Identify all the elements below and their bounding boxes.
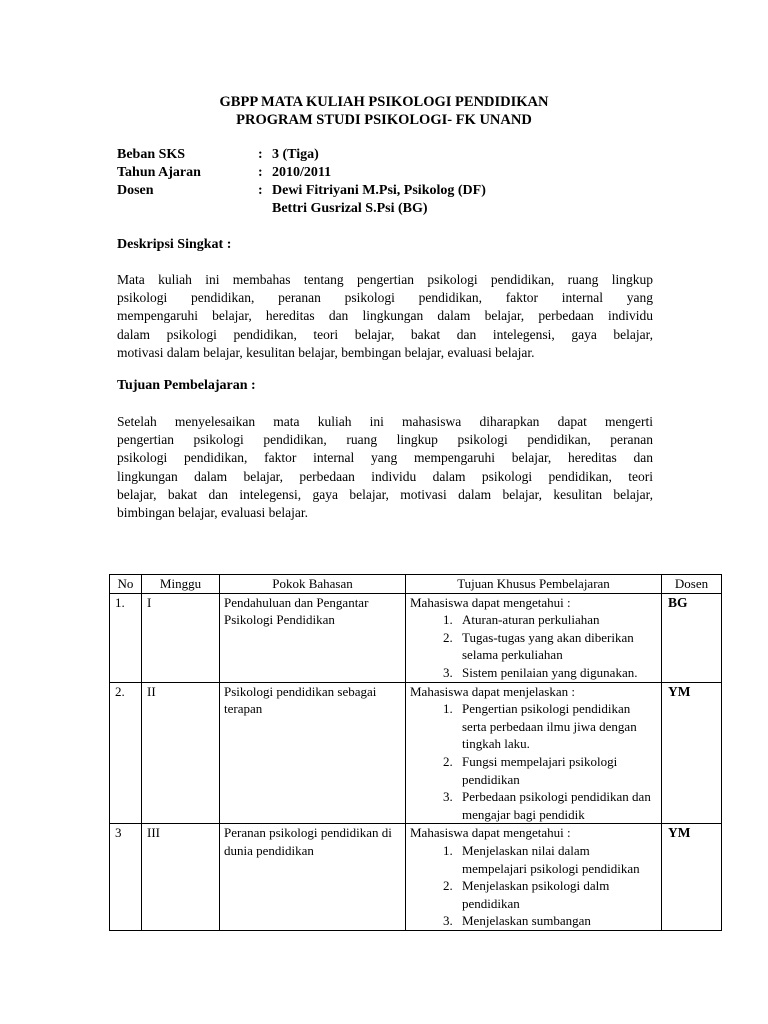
table-row	[110, 824, 722, 931]
list-item: 3. Menjelaskan sumbangan	[456, 912, 657, 930]
cell-pokok-bahasan: Pendahuluan dan Pengantar Psikologi Pendidikan	[220, 593, 406, 682]
cell-tujuan	[406, 824, 662, 931]
tujuan-intro: Mahasiswa dapat mengetahui :	[410, 594, 571, 610]
info-row-sks	[117, 147, 677, 165]
colon: :	[258, 165, 263, 180]
tahun-ajaran-value: 2010/2011	[272, 165, 332, 180]
paragraph-line: dalam psikologi pendidikan, teori belajar, bakat dan intelegensi, gaya belajar,	[117, 326, 653, 342]
paragraph-line: bimbingan belajar, evaluasi belajar.	[117, 504, 309, 520]
list-item: 2. Menjelaskan psikologi dalm pendidikan	[456, 877, 657, 912]
cell-pokok-bahasan: Peranan psikologi pendidikan di dunia pendidikan	[220, 824, 406, 931]
sks-label: Beban SKS	[117, 147, 186, 162]
tahun-ajaran-label: Tahun Ajaran	[117, 165, 201, 180]
colon: :	[258, 183, 263, 198]
table-row	[110, 682, 722, 824]
list-item: 1. Pengertian psikologi pendidikan serta perbedaan ilmu jiwa dengan tingkah laku.	[456, 700, 657, 753]
list-item: 1. Menjelaskan nilai dalam mempelajari psikologi pendidikan	[456, 842, 657, 877]
tujuan-heading: Tujuan Pembelajaran :	[117, 378, 256, 393]
header-pokok-bahasan: Pokok Bahasan	[220, 575, 406, 594]
deskripsi-heading: Deskripsi Singkat :	[117, 237, 232, 252]
cell-dosen: YM	[662, 824, 722, 931]
info-row-dosen	[117, 183, 677, 201]
paragraph-line: belajar, bakat dan intelegensi, gaya belajar, motivasi dalam belajar, kesulitan belajar,	[117, 486, 653, 502]
header-no: No	[110, 575, 142, 594]
cell-tujuan	[406, 682, 662, 824]
cell-dosen: BG	[662, 593, 722, 682]
cell-tujuan	[406, 593, 662, 682]
table-row	[110, 593, 722, 682]
header-dosen: Dosen	[662, 575, 722, 594]
tujuan-intro: Mahasiswa dapat mengetahui :	[410, 825, 571, 841]
cell-dosen: YM	[662, 682, 722, 824]
paragraph-line: motivasi dalam belajar, kesulitan belajar, bembingan belajar, evaluasi belajar.	[117, 344, 535, 360]
list-item: 2. Tugas-tugas yang akan diberikan selama perkuliahan	[456, 629, 657, 664]
paragraph-line: psikologi pendidikan, faktor internal yang mempengaruhi belajar, hereditas dan	[117, 450, 653, 466]
list-item: 3. Sistem penilaian yang digunakan.	[456, 664, 657, 682]
deskripsi-paragraph	[117, 271, 653, 362]
document-title: GBPP MATA KULIAH PSIKOLOGI PENDIDIKAN	[219, 94, 549, 110]
paragraph-line: psikologi pendidikan, peranan psikologi pendidikan, faktor internal yang	[117, 290, 653, 306]
dosen-label: Dosen	[117, 183, 154, 198]
cell-minggu: II	[142, 682, 220, 824]
paragraph-line: mempengaruhi belajar, hereditas dan lingkungan dalam belajar, perbedaan individu	[117, 308, 653, 324]
table-header-row	[110, 575, 722, 594]
cell-minggu: I	[142, 593, 220, 682]
paragraph-line: Mata kuliah ini membahas tentang pengertian psikologi pendidikan, ruang lingkup	[117, 272, 653, 287]
gbpp-table	[109, 574, 722, 931]
objective-list	[410, 611, 657, 681]
list-item: 3. Perbedaan psikologi pendidikan dan mengajar bagi pendidik	[456, 788, 657, 823]
objective-list	[410, 700, 657, 823]
document-subtitle: PROGRAM STUDI PSIKOLOGI- FK UNAND	[236, 112, 532, 128]
info-row-tahun-ajaran	[117, 165, 677, 183]
cell-pokok-bahasan: Psikologi pendidikan sebagai terapan	[220, 682, 406, 824]
list-item: 1. Aturan-aturan perkuliahan	[456, 611, 657, 629]
header-tujuan-khusus: Tujuan Khusus Pembelajaran	[406, 575, 662, 594]
cell-minggu: III	[142, 824, 220, 931]
list-item: 2. Fungsi mempelajari psikologi pendidikan	[456, 753, 657, 788]
paragraph-line: Setelah menyelesaikan mata kuliah ini mahasiswa diharapkan dapat mengerti	[117, 414, 653, 429]
sks-value: 3 (Tiga)	[272, 147, 319, 162]
tujuan-intro: Mahasiswa dapat menjelaskan :	[410, 683, 575, 699]
paragraph-line: pengertian psikologi pendidikan, ruang lingkup psikologi pendidikan, peranan	[117, 432, 653, 448]
cell-no: 3	[110, 824, 142, 931]
cell-no: 2.	[110, 682, 142, 824]
objective-list	[410, 842, 657, 930]
header-minggu: Minggu	[142, 575, 220, 594]
cell-no: 1.	[110, 593, 142, 682]
dosen-value-2: Bettri Gusrizal S.Psi (BG)	[272, 201, 428, 216]
info-row-dosen-2	[117, 201, 677, 219]
tujuan-paragraph	[117, 413, 653, 522]
dosen-value-1: Dewi Fitriyani M.Psi, Psikolog (DF)	[272, 183, 486, 198]
paragraph-line: lingkungan dalam belajar, perbedaan individu dalam psikologi pendidikan, teori	[117, 468, 653, 484]
colon: :	[258, 147, 263, 162]
